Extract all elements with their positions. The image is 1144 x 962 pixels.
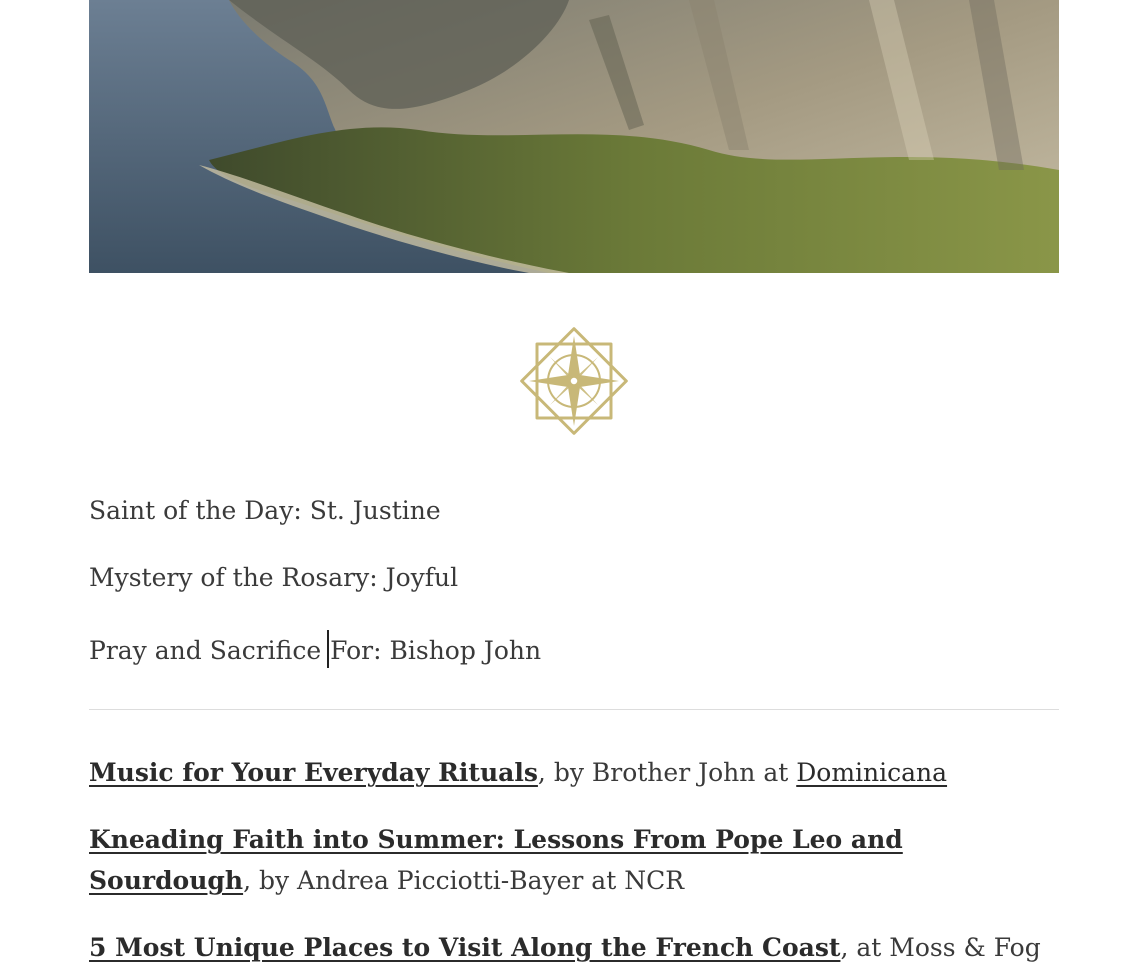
pray-suffix: For: Bishop John	[330, 636, 542, 665]
mystery-of-the-rosary: Mystery of the Rosary: Joyful	[89, 563, 459, 592]
section-divider	[89, 709, 1059, 710]
link-dominicana[interactable]: Dominicana	[796, 758, 948, 787]
link-french-coast[interactable]: 5 Most Unique Places to Visit Along the French Coast	[89, 933, 841, 962]
pray-prefix: Pray and Sacrifice	[89, 636, 322, 665]
saint-of-the-day: Saint of the Day: St. Justine	[89, 496, 441, 525]
link-item-kneading-faith	[89, 819, 1059, 901]
pray-and-sacrifice[interactable]	[89, 630, 541, 668]
link-kneading-faith[interactable]: Kneading Faith into Summer: Lessons From Pope Leo and Sourdough	[89, 825, 903, 895]
link-music-rituals[interactable]: Music for Your Everyday Rituals	[89, 758, 538, 787]
link-item-music	[89, 752, 1059, 793]
compass-star-ornament-icon	[510, 318, 638, 444]
text-cursor	[327, 630, 329, 668]
link-byline: , by Brother John at	[537, 758, 797, 787]
link-byline: , by Andrea Picciotti-Bayer at NCR	[243, 866, 685, 895]
hero-image	[89, 0, 1059, 273]
link-item-french-coast	[89, 927, 1059, 962]
mountain-fjord-photo	[89, 0, 1059, 273]
link-byline: , at Moss & Fog	[840, 933, 1041, 962]
